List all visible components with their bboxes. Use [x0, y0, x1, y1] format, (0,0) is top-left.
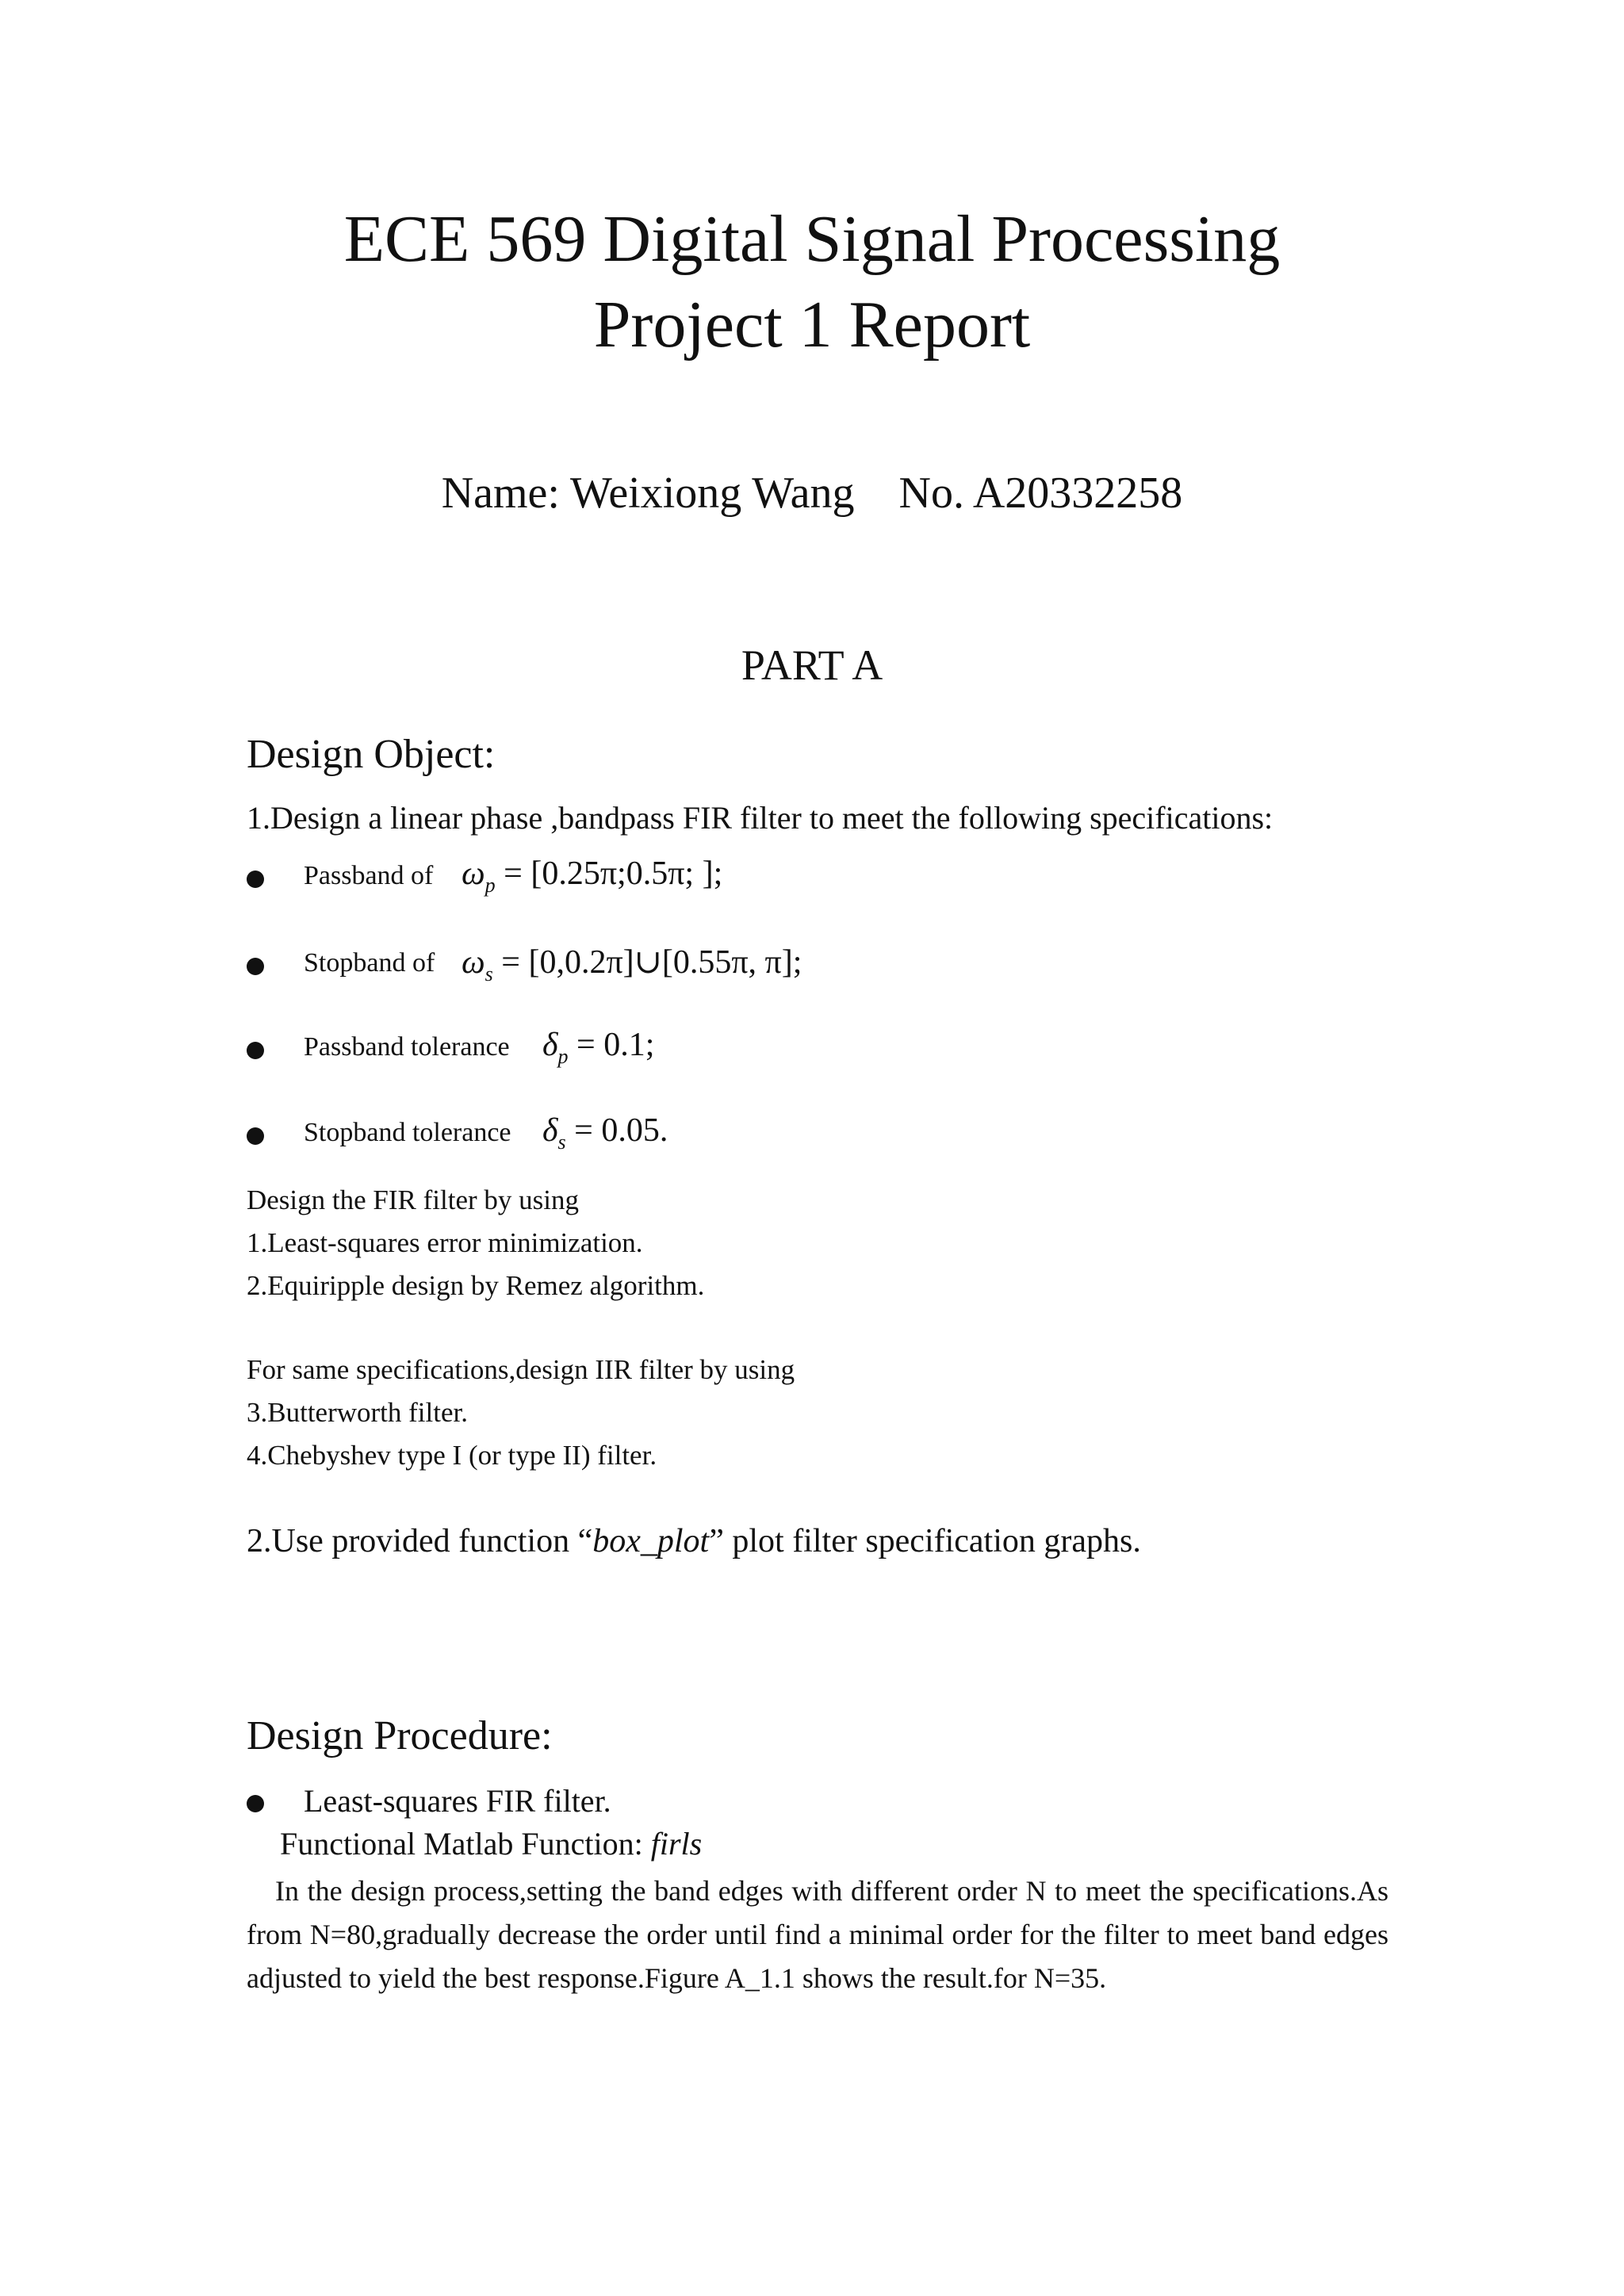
spec-formula: $\omega_s$ = [0,0.2π]∪[0.55π, π]; — [462, 944, 802, 985]
student-number: No. A20332258 — [898, 469, 1183, 518]
iir-intro: For same specifications,design IIR filter by using — [247, 1354, 795, 1385]
procedure-bullet: Least-squares FIR filter. — [304, 1783, 611, 1819]
design-object-intro: 1.Design a linear phase ,bandpass FIR filter to meet the following specifications: — [247, 800, 1274, 836]
fir-intro: Design the FIR filter by using — [247, 1184, 579, 1215]
design-object-heading: Design Object: — [247, 732, 496, 777]
spec-formula: $\delta_s = 0.05$. — [542, 1112, 668, 1154]
design-procedure-heading: Design Procedure: — [247, 1713, 553, 1758]
student-info — [0, 468, 1624, 519]
box-plot-function: box_plot — [592, 1523, 710, 1559]
fir-item: 2.Equiripple design by Remez algorithm. — [247, 1270, 705, 1301]
iir-item: 3.Butterworth filter. — [247, 1397, 468, 1428]
part-heading: PART A — [741, 641, 883, 689]
spec-label: Passband tolerance — [304, 1032, 510, 1062]
fir-item: 1.Least-squares error minimization. — [247, 1227, 643, 1258]
student-name: Name: Weixiong Wang — [441, 469, 855, 518]
matlab-function-name: firls — [650, 1826, 703, 1862]
spec-label: Stopband of — [304, 948, 435, 978]
bullet-icon — [247, 871, 264, 888]
matlab-function-line: Functional Matlab Function: firls — [280, 1826, 703, 1862]
procedure-paragraph: In the design process,setting the band edges with different order N to meet the specifications.As from N=80,gradually decrease the order until find a minimal order for the filter to meet band edges adjusted to yield the best response.Figure A_1.1 shows the result.for N=35. — [247, 1875, 1388, 1994]
bullet-icon — [247, 1127, 264, 1145]
box-plot-instruction: 2.Use provided function “box_plot” plot filter specification graphs. — [247, 1523, 1141, 1559]
iir-item: 4.Chebyshev type I (or type II) filter. — [247, 1440, 657, 1471]
report-title-line1: ECE 569 Digital Signal Processing — [343, 202, 1281, 276]
spec-formula: $\delta_p = 0.1$; — [542, 1027, 655, 1068]
spec-label: Stopband tolerance — [304, 1118, 511, 1147]
bullet-icon — [247, 958, 264, 975]
bullet-icon — [247, 1795, 264, 1812]
bullet-icon — [247, 1042, 264, 1059]
report-title-line2: Project 1 Report — [593, 288, 1031, 362]
spec-formula: $\omega_p$ = [0.25π;0.5π; ]; — [462, 855, 723, 897]
spec-label: Passband of — [304, 861, 434, 890]
